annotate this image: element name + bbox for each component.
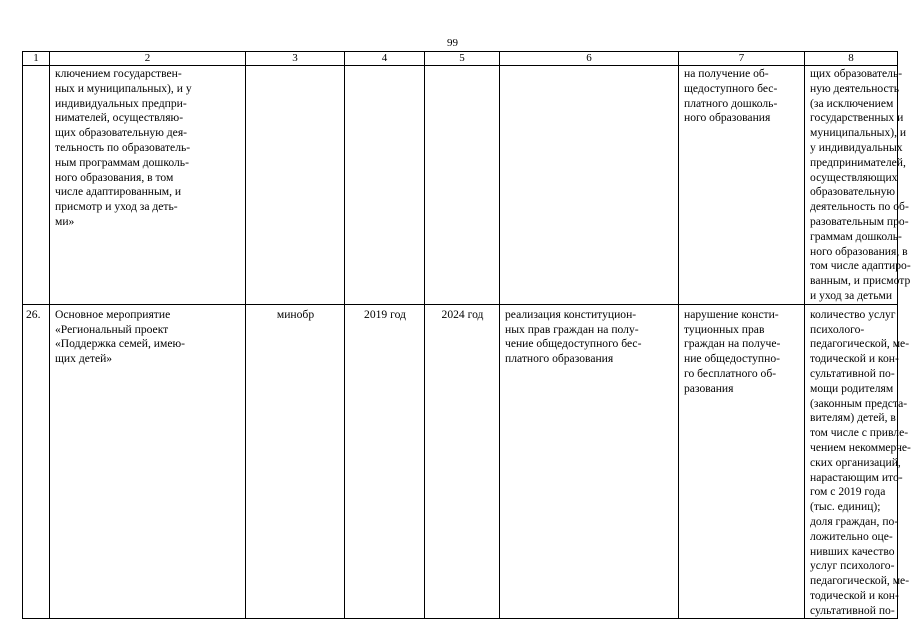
cell-text-line: туционных прав — [684, 322, 765, 336]
cell-consequences — [679, 304, 805, 619]
cell-consequences — [679, 66, 805, 305]
cell-text-line: го бесплатного об- — [684, 366, 777, 380]
cell-text-line: нарушение консти- — [684, 307, 779, 321]
table-row-26 — [23, 304, 898, 619]
cell-text-line: ным программам дошколь- — [55, 155, 189, 169]
column-header-8: 8 — [805, 52, 898, 66]
cell-expected-result — [500, 304, 679, 619]
column-number-row — [23, 52, 898, 66]
cell-text-line: педагогической, ме- — [810, 337, 910, 351]
cell-text-line: щих образователь- — [810, 67, 903, 80]
cell-text-line: деятельность по об- — [810, 200, 909, 214]
cell-text-line: мощи родителям — [810, 381, 894, 395]
table-row-continued — [23, 66, 898, 305]
measures-table — [22, 51, 911, 619]
cell-text-line: ного образования, в том — [55, 170, 174, 184]
cell-text-line: присмотр и уход за деть- — [55, 200, 178, 214]
cell-end-year — [425, 66, 500, 305]
column-header-3: 3 — [246, 52, 345, 66]
cell-text-line: том числе адаптиро- — [810, 259, 911, 273]
cell-text-line: вителям) детей, в — [810, 411, 896, 425]
cell-text-line: ных и муниципальных), и у — [55, 81, 192, 95]
cell-indicators — [805, 66, 911, 305]
cell-text-line: ного образования — [684, 111, 771, 125]
column-header-4: 4 — [345, 52, 425, 66]
cell-text-line: граждан на получе- — [684, 337, 781, 351]
column-header-6: 6 — [500, 52, 679, 66]
cell-index — [23, 66, 50, 305]
cell-text-line: граммам дошколь- — [810, 229, 902, 243]
cell-text-line: ние общедоступно- — [684, 352, 780, 366]
cell-text-line: на получение об- — [684, 67, 769, 80]
cell-text-line: тодической и кон- — [810, 352, 899, 366]
cell-text-line: «Поддержка семей, имею- — [55, 337, 186, 351]
cell-text-line: разовательным про- — [810, 214, 909, 228]
cell-text-line: (за исключением — [810, 96, 894, 110]
cell-text-line: услуг психолого- — [810, 559, 895, 573]
cell-measure-name — [50, 304, 246, 619]
cell-measure-name — [50, 66, 246, 305]
cell-text-line: числе адаптированным, и — [55, 185, 182, 199]
cell-text-line: ную деятельность — [810, 81, 900, 95]
cell-text-line: гом с 2019 года — [810, 485, 886, 499]
page-number: 99 — [447, 37, 458, 49]
column-header-2: 2 — [50, 52, 246, 66]
cell-text-line: нимателей, осуществляю- — [55, 111, 184, 125]
cell-start-year: 2019 год — [345, 304, 425, 619]
cell-text-line: педагогической, ме- — [810, 574, 910, 588]
cell-text-line: ключением государствен- — [55, 67, 182, 80]
cell-text-line: муниципальных), и — [810, 126, 907, 140]
cell-executor — [246, 66, 345, 305]
cell-text-line: реализация конституцион- — [505, 307, 637, 321]
column-header-7: 7 — [679, 52, 805, 66]
cell-index: 26. — [23, 304, 50, 619]
cell-text-line: у индивидуальных — [810, 140, 903, 154]
cell-expected-result — [500, 66, 679, 305]
cell-executor: минобр — [246, 304, 345, 619]
cell-text-line: щедоступного бес- — [684, 81, 778, 95]
cell-text-line: сультативной по- — [810, 603, 895, 617]
cell-text-line: осуществляющих — [810, 170, 898, 184]
cell-text-line: ми» — [55, 214, 75, 228]
cell-text-line: доля граждан, по- — [810, 514, 899, 528]
cell-text-line: ных прав граждан на полу- — [505, 322, 639, 336]
cell-text-line: тодической и кон- — [810, 588, 899, 602]
cell-text-line: индивидуальных предпри- — [55, 96, 187, 110]
cell-text-line: предпринимателей, — [810, 155, 906, 169]
cell-text-line: щих образовательную дея- — [55, 126, 188, 140]
cell-text-line: ложительно оце- — [810, 529, 893, 543]
cell-text-line: нивших качество — [810, 544, 895, 558]
cell-text-line: нарастающим ито- — [810, 470, 903, 484]
cell-text-line: ванным, и присмотр — [810, 274, 911, 288]
cell-text-line: ного образования, в — [810, 244, 908, 258]
cell-text-line: количество услуг — [810, 307, 896, 321]
column-header-1: 1 — [23, 52, 50, 66]
cell-end-year: 2024 год — [425, 304, 500, 619]
cell-text-line: сультативной по- — [810, 366, 895, 380]
cell-text-line: психолого- — [810, 322, 865, 336]
cell-text-line: (законным предста- — [810, 396, 908, 410]
cell-text-line: (тыс. единиц); — [810, 500, 881, 514]
cell-indicators — [805, 304, 911, 619]
cell-text-line: Основное мероприятие — [55, 307, 171, 321]
column-header-5: 5 — [425, 52, 500, 66]
cell-text-line: щих детей» — [55, 352, 113, 366]
cell-text-line: образовательную — [810, 185, 896, 199]
cell-text-line: ских организаций, — [810, 455, 901, 469]
cell-text-line: чением некоммерче- — [810, 440, 911, 454]
cell-start-year — [345, 66, 425, 305]
cell-text-line: и уход за детьми — [810, 288, 893, 302]
cell-text-line: «Региональный проект — [55, 322, 169, 336]
cell-text-line: платного образования — [505, 352, 614, 366]
cell-text-line: платного дошколь- — [684, 96, 778, 110]
cell-text-line: разования — [684, 381, 734, 395]
cell-text-line: том числе с привле- — [810, 426, 909, 440]
cell-text-line: чение общедоступного бес- — [505, 337, 642, 351]
cell-text-line: тельность по образователь- — [55, 140, 191, 154]
cell-text-line: государственных и — [810, 111, 904, 125]
